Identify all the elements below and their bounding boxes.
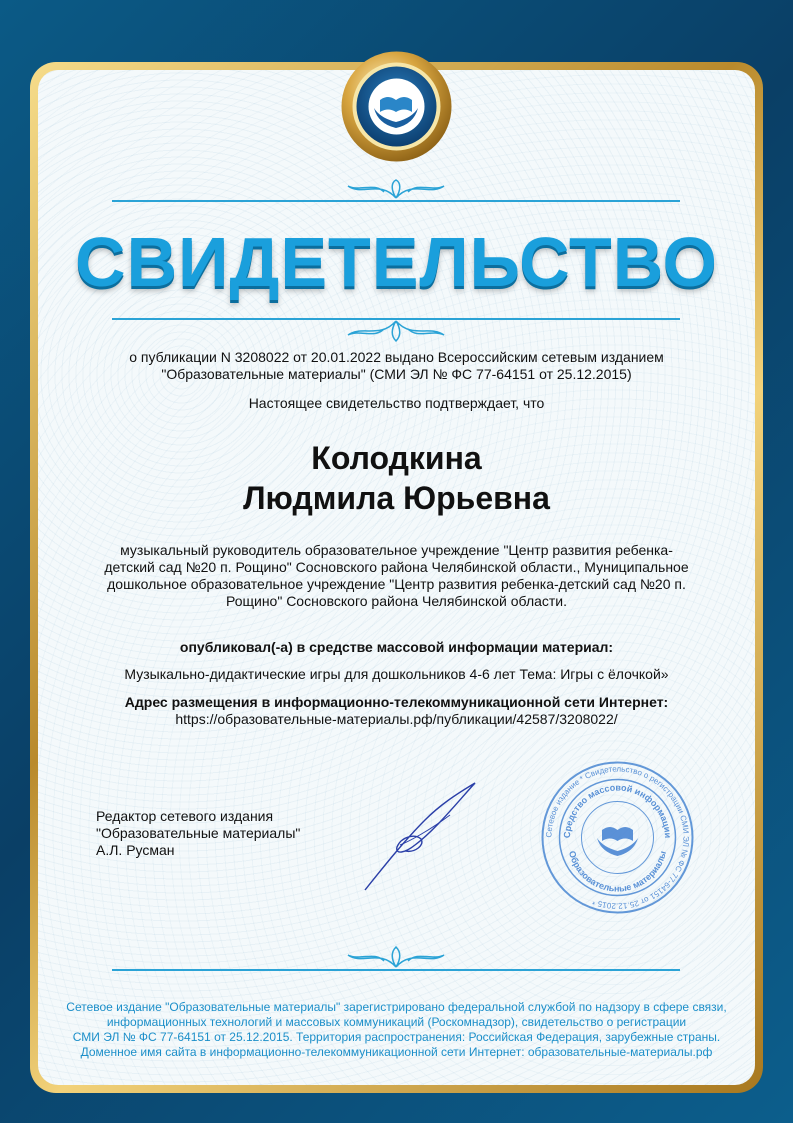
footer-line: информационных технологий и массовых коммуникаций (Роскомнадзор), свидетельство о регистрации: [106, 1015, 687, 1029]
position-line: музыкальный руководитель образовательное учреждение "Центр развития ребенка-: [120, 542, 673, 558]
stamp-arc-bottom: Образовательные материалы: [566, 849, 669, 894]
official-stamp-icon: [540, 760, 695, 915]
stamp-outer-text: Сетевое издание * Свидетельство о регистрации СМИ ЭЛ № ФС 77-64151 от 25.12.2015 *: [544, 764, 691, 911]
publication-info: [0, 349, 793, 383]
editor-line: А.Л. Русман: [96, 842, 175, 858]
footer-registration: [0, 1000, 793, 1060]
recipient-surname: Колодкина: [311, 440, 482, 476]
svg-text:Образовательные материалы: [567, 849, 668, 893]
stamp-arc-top: Средство массовой информации: [561, 782, 674, 839]
flourish-ornament-icon: [300, 319, 493, 343]
recipient-name: [0, 438, 793, 518]
confirms-text: Настоящее свидетельство подтверждает, что: [248, 395, 545, 411]
position-line: детский сад №20 п. Рощино" Сосновского района Челябинской области., Муниципальное: [104, 559, 689, 575]
flourish-ornament-icon: [300, 178, 493, 200]
published-label: опубликовал(-а) в средстве массовой информации материал:: [179, 639, 614, 655]
recipient-given-names: Людмила Юрьевна: [243, 480, 550, 516]
position-line: дошкольное образовательное учреждение "Центр развития ребенка-детский сад №20 п.: [107, 576, 686, 592]
editor-line: "Образовательные материалы": [96, 825, 301, 841]
top-divider: [112, 200, 680, 202]
editor-line: Редактор сетевого издания: [96, 808, 274, 824]
certificate-title: СВИДЕТЕЛЬСТВО: [75, 223, 718, 301]
footer-line: Доменное имя сайта в информационно-телекоммуникационной сети Интернет: образовательные-материалы.рф: [80, 1045, 713, 1059]
footer-line: СМИ ЭЛ № ФС 77-64151 от 25.12.2015. Территория распространения: Российская Федерация, зарубежные страны.: [72, 1030, 721, 1044]
material-title: Музыкально-дидактические игры для дошкольников 4-6 лет Тема: Игры с ёлочкой»: [124, 666, 669, 682]
recipient-position: [0, 542, 793, 610]
emblem-medal-icon: [340, 50, 453, 163]
publication-line: о публикации N 3208022 от 20.01.2022 выдано Всероссийским сетевым изданием: [129, 349, 664, 365]
address-url: https://образовательные-материалы.рф/публикации/42587/3208022/: [175, 711, 618, 727]
address-label: Адрес размещения в информационно-телекоммуникационной сети Интернет:: [124, 694, 669, 710]
footer-line: Сетевое издание "Образовательные материалы" зарегистрировано федеральной службой по надзору в сфере связи,: [66, 1000, 727, 1014]
editor-block: [96, 808, 300, 859]
footer-divider: [112, 969, 680, 971]
publication-line: "Образовательные материалы" (СМИ ЭЛ № ФС 77-64151 от 25.12.2015): [161, 366, 632, 382]
signature-icon: [355, 775, 495, 900]
position-line: Рощино" Сосновского района Челябинской области.: [225, 593, 568, 609]
flourish-ornament-icon: [300, 945, 493, 969]
